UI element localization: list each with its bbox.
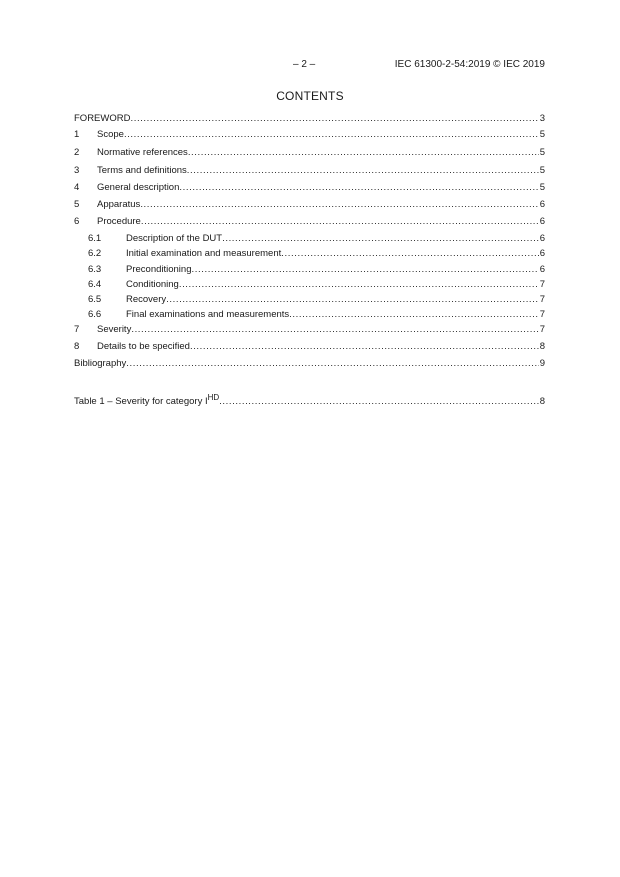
toc-entry-foreword[interactable] [74,113,545,126]
toc-entry-number: 7 [74,324,80,335]
toc-page-ref: 5 [539,165,545,176]
toc-page-ref: 5 [539,147,545,158]
toc-entry-number: 6.1 [88,233,102,244]
toc-page-ref: 7 [539,279,545,290]
table-title-text: Table 1 – Severity for category I [74,396,208,407]
toc-entry-number: 6.2 [88,248,102,259]
dot-leader [126,358,538,369]
dot-leader [141,216,539,227]
document-reference: IEC 61300-2-54:2019 © IEC 2019 [394,59,545,70]
toc-page-ref: 3 [539,113,545,124]
dot-leader [190,341,539,352]
contents-heading: CONTENTS [276,89,344,103]
toc-entry-title: Normative references [97,147,188,158]
toc-entry-number: 6 [74,216,80,227]
toc-page-ref: 5 [539,129,545,140]
dot-leader [281,248,538,259]
toc-page-ref: 9 [539,358,545,369]
toc-entry-number: 1 [74,129,80,140]
toc-entry-title: FOREWORD [74,113,131,124]
toc-entry-bibliography[interactable] [74,358,545,371]
toc-page-ref: 8 [539,341,545,352]
toc-entry-number: 4 [74,182,80,193]
dot-leader [140,199,538,210]
dot-leader [222,233,539,244]
toc-entry-number: 2 [74,147,80,158]
toc-entry-title: Severity [97,324,132,335]
toc-entry-title: Terms and definitions [97,165,187,176]
dot-leader [124,129,539,140]
toc-entry-number: 3 [74,165,80,176]
toc-page-ref: 6 [539,216,545,227]
toc-entry-title: General description [97,182,180,193]
toc-entry-title: Scope [97,129,124,140]
toc-entry-number: 6.6 [88,309,102,320]
page-header [0,59,620,73]
toc-entry-description-of-the-dut[interactable] [74,233,545,246]
table-title-superscript: HD [207,393,220,402]
toc-entry-title: Recovery [126,294,167,305]
dot-leader [192,264,539,275]
toc-entry-terms-and-definitions[interactable] [74,165,545,178]
toc-entry-details-to-be-specified[interactable] [74,341,545,354]
toc-entry-conditioning[interactable] [74,279,545,292]
toc-entry-scope[interactable] [74,129,545,142]
toc-entry-recovery[interactable] [74,294,545,307]
toc-entry-initial-examination[interactable] [74,248,545,261]
dot-leader [131,324,538,335]
toc-page-ref: 8 [539,396,545,407]
toc-entry-title: Bibliography [74,358,127,369]
dot-leader [179,182,538,193]
toc-entry-title: Apparatus [97,199,141,210]
dot-leader [188,147,539,158]
toc-entry-title: Description of the DUT [126,233,223,244]
toc-entry-normative-references[interactable] [74,147,545,160]
toc-entry-apparatus[interactable] [74,199,545,212]
toc-page-ref: 7 [539,324,545,335]
toc-page-ref: 7 [539,294,545,305]
toc-entry-title: Conditioning [126,279,179,290]
toc-page-ref: 6 [539,233,545,244]
toc-page-ref: 5 [539,182,545,193]
toc-entry-title: Initial examination and measurement [126,248,282,259]
toc-entry-title: Procedure [97,216,141,227]
toc-entry-severity[interactable] [74,324,545,337]
dot-leader [130,113,538,124]
toc-page-ref: 6 [539,264,545,275]
toc-entry-general-description[interactable] [74,182,545,195]
toc-entry-title [74,393,220,407]
dot-leader [166,294,539,305]
toc-entry-number: 6.4 [88,279,102,290]
dot-leader [219,396,539,407]
toc-entry-title: Details to be specified [97,341,190,352]
toc-entry-number: 8 [74,341,80,352]
toc-entry-number: 6.3 [88,264,102,275]
toc-page-ref: 7 [539,309,545,320]
toc-entry-title: Final examinations and measurements [126,309,290,320]
toc-entry-final-examinations[interactable] [74,309,545,322]
toc-entry-procedure[interactable] [74,216,545,229]
dot-leader [179,279,539,290]
toc-entry-preconditioning[interactable] [74,264,545,277]
dot-leader [289,309,539,320]
toc-entry-number: 5 [74,199,80,210]
toc-page-ref: 6 [539,248,545,259]
dot-leader [187,165,539,176]
toc-page-ref: 6 [539,199,545,210]
toc-entry-table-1[interactable] [74,393,545,409]
toc-entry-title: Preconditioning [126,264,192,275]
page-number: – 2 – [293,59,316,70]
toc-entry-number: 6.5 [88,294,102,305]
